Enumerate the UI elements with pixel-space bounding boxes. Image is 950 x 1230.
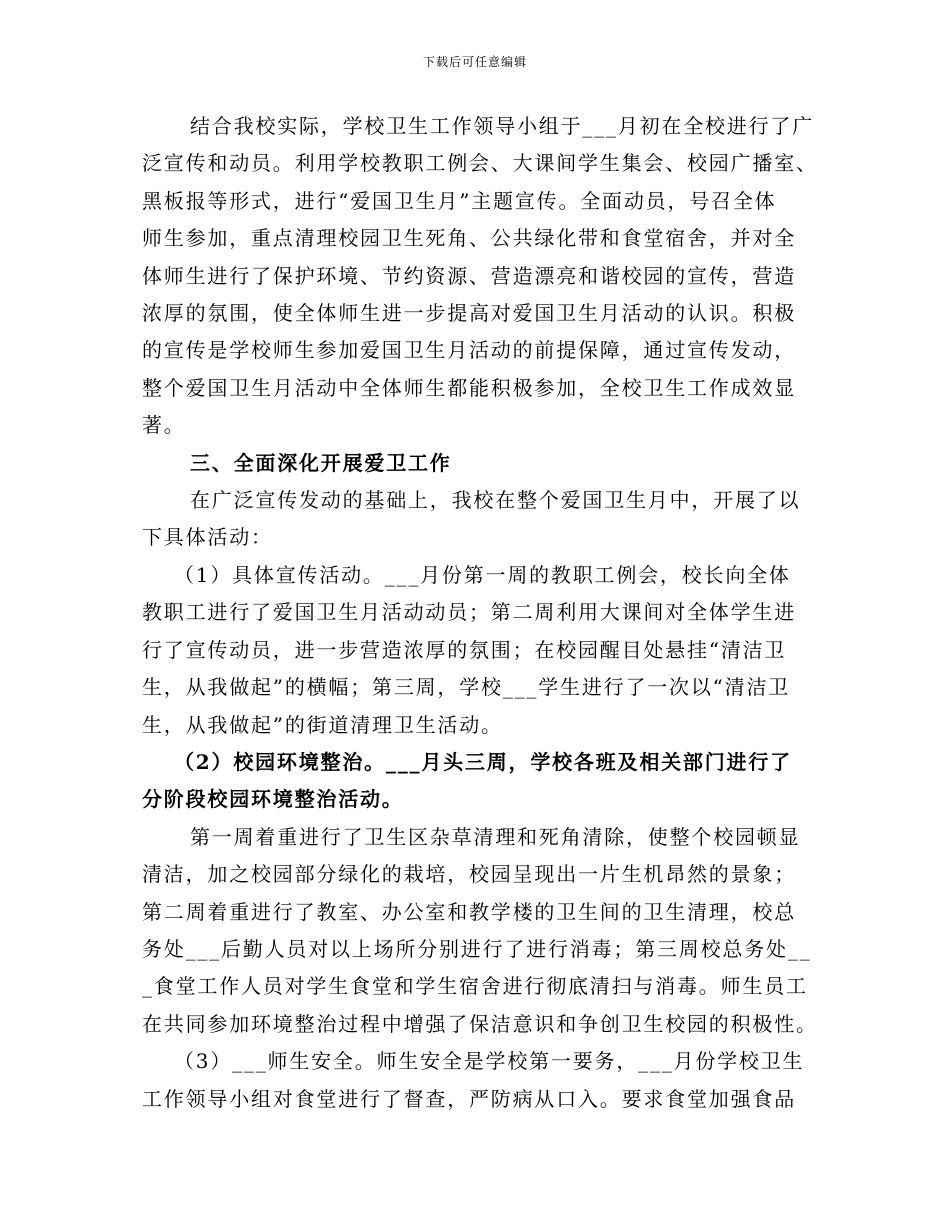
text-line: 教职工进行了爱国卫生月活动动员；第二周利用大课间对全体学生进 xyxy=(142,600,796,625)
text-line: 第一周着重进行了卫生区杂草清理和死角清除，使整个校园顿显 xyxy=(190,824,801,849)
text-line: 整个爱国卫生月活动中全体师生都能积极参加，全校卫生工作成效显 xyxy=(142,375,796,400)
text-line: 生，从我做起”的横幅；第三周，学校___学生进行了一次以“清洁卫 xyxy=(142,675,791,700)
text-line: 泛宣传和动员。利用学校教职工例会、大课间学生集会、校园广播室、 xyxy=(142,151,818,176)
text-line: 务处___后勤人员对以上场所分别进行了进行消毒；第三周校总务处__ xyxy=(142,936,812,961)
text-line: 的宣传是学校师生参加爱国卫生月活动的前提保障，通过宣传发动， xyxy=(142,338,796,363)
paragraph-intro xyxy=(142,482,810,557)
text-line: （2）校园环境整治。___月头三周，学校各班及相关部门进行了 xyxy=(174,749,792,774)
text-line: 在共同参加环境整治过程中增强了保洁意识和争创卫生校园的积极性。 xyxy=(142,1011,818,1036)
text-line: （3）___师生安全。师生安全是学校第一要务，___月份学校卫生 xyxy=(174,1049,805,1074)
text-line: 体师生进行了保护环境、节约资源、营造漂亮和谐校园的宣传，营造 xyxy=(142,263,796,288)
text-line: 生，从我做起”的街道清理卫生活动。 xyxy=(142,712,503,737)
section-heading: 三、全面深化开展爱卫工作 xyxy=(190,450,452,475)
text-line: 师生参加，重点清理校园卫生死角、公共绿化带和食堂宿舍，并对全 xyxy=(142,226,796,251)
text-line: 结合我校实际，学校卫生工作领导小组于___月初在全校进行了广 xyxy=(190,114,814,138)
document-body xyxy=(142,108,818,1118)
paragraph-item-3 xyxy=(142,1043,810,1118)
text-line: 行了宣传动员，进一步营造浓厚的氛围；在校园醒目处悬挂“清洁卫 xyxy=(142,637,787,662)
text-line: 工作领导小组对食堂进行了督查，严防病从口入。要求食堂加强食品 xyxy=(142,1086,796,1111)
text-line: 黑板报等形式，进行“爱国卫生月”主题宣传。全面动员，号召全体 xyxy=(142,188,777,213)
paragraph-item-2 xyxy=(142,744,810,819)
paragraph-item-2-detail xyxy=(142,819,818,1043)
header-note: 下载后可任意编辑 xyxy=(422,55,527,69)
text-line: 浓厚的氛围，使全体师生进一步提高对爱国卫生月活动的认识。积极 xyxy=(142,301,796,326)
paragraph-publicity xyxy=(142,108,818,445)
text-line: 分阶段校园环境整治活动。 xyxy=(142,787,404,812)
text-line: _食堂工作人员对学生食堂和学生宿舍进行彻底清扫与消毒。师生员工 xyxy=(142,974,808,999)
text-line: 著。 xyxy=(142,413,186,438)
text-line: 下具体活动： xyxy=(142,525,273,550)
text-line: 清洁，加之校园部分绿化的栽培，校园呈现出一片生机昂然的景象； xyxy=(142,862,796,887)
text-line: 第二周着重进行了教室、办公室和教学楼的卫生间的卫生清理，校总 xyxy=(142,899,796,924)
text-line: （1）具体宣传活动。___月份第一周的教职工例会，校长向全体 xyxy=(174,562,791,587)
text-line: 在广泛宣传发动的基础上，我校在整个爱国卫生月中，开展了以 xyxy=(190,488,801,513)
paragraph-item-1 xyxy=(142,557,810,744)
